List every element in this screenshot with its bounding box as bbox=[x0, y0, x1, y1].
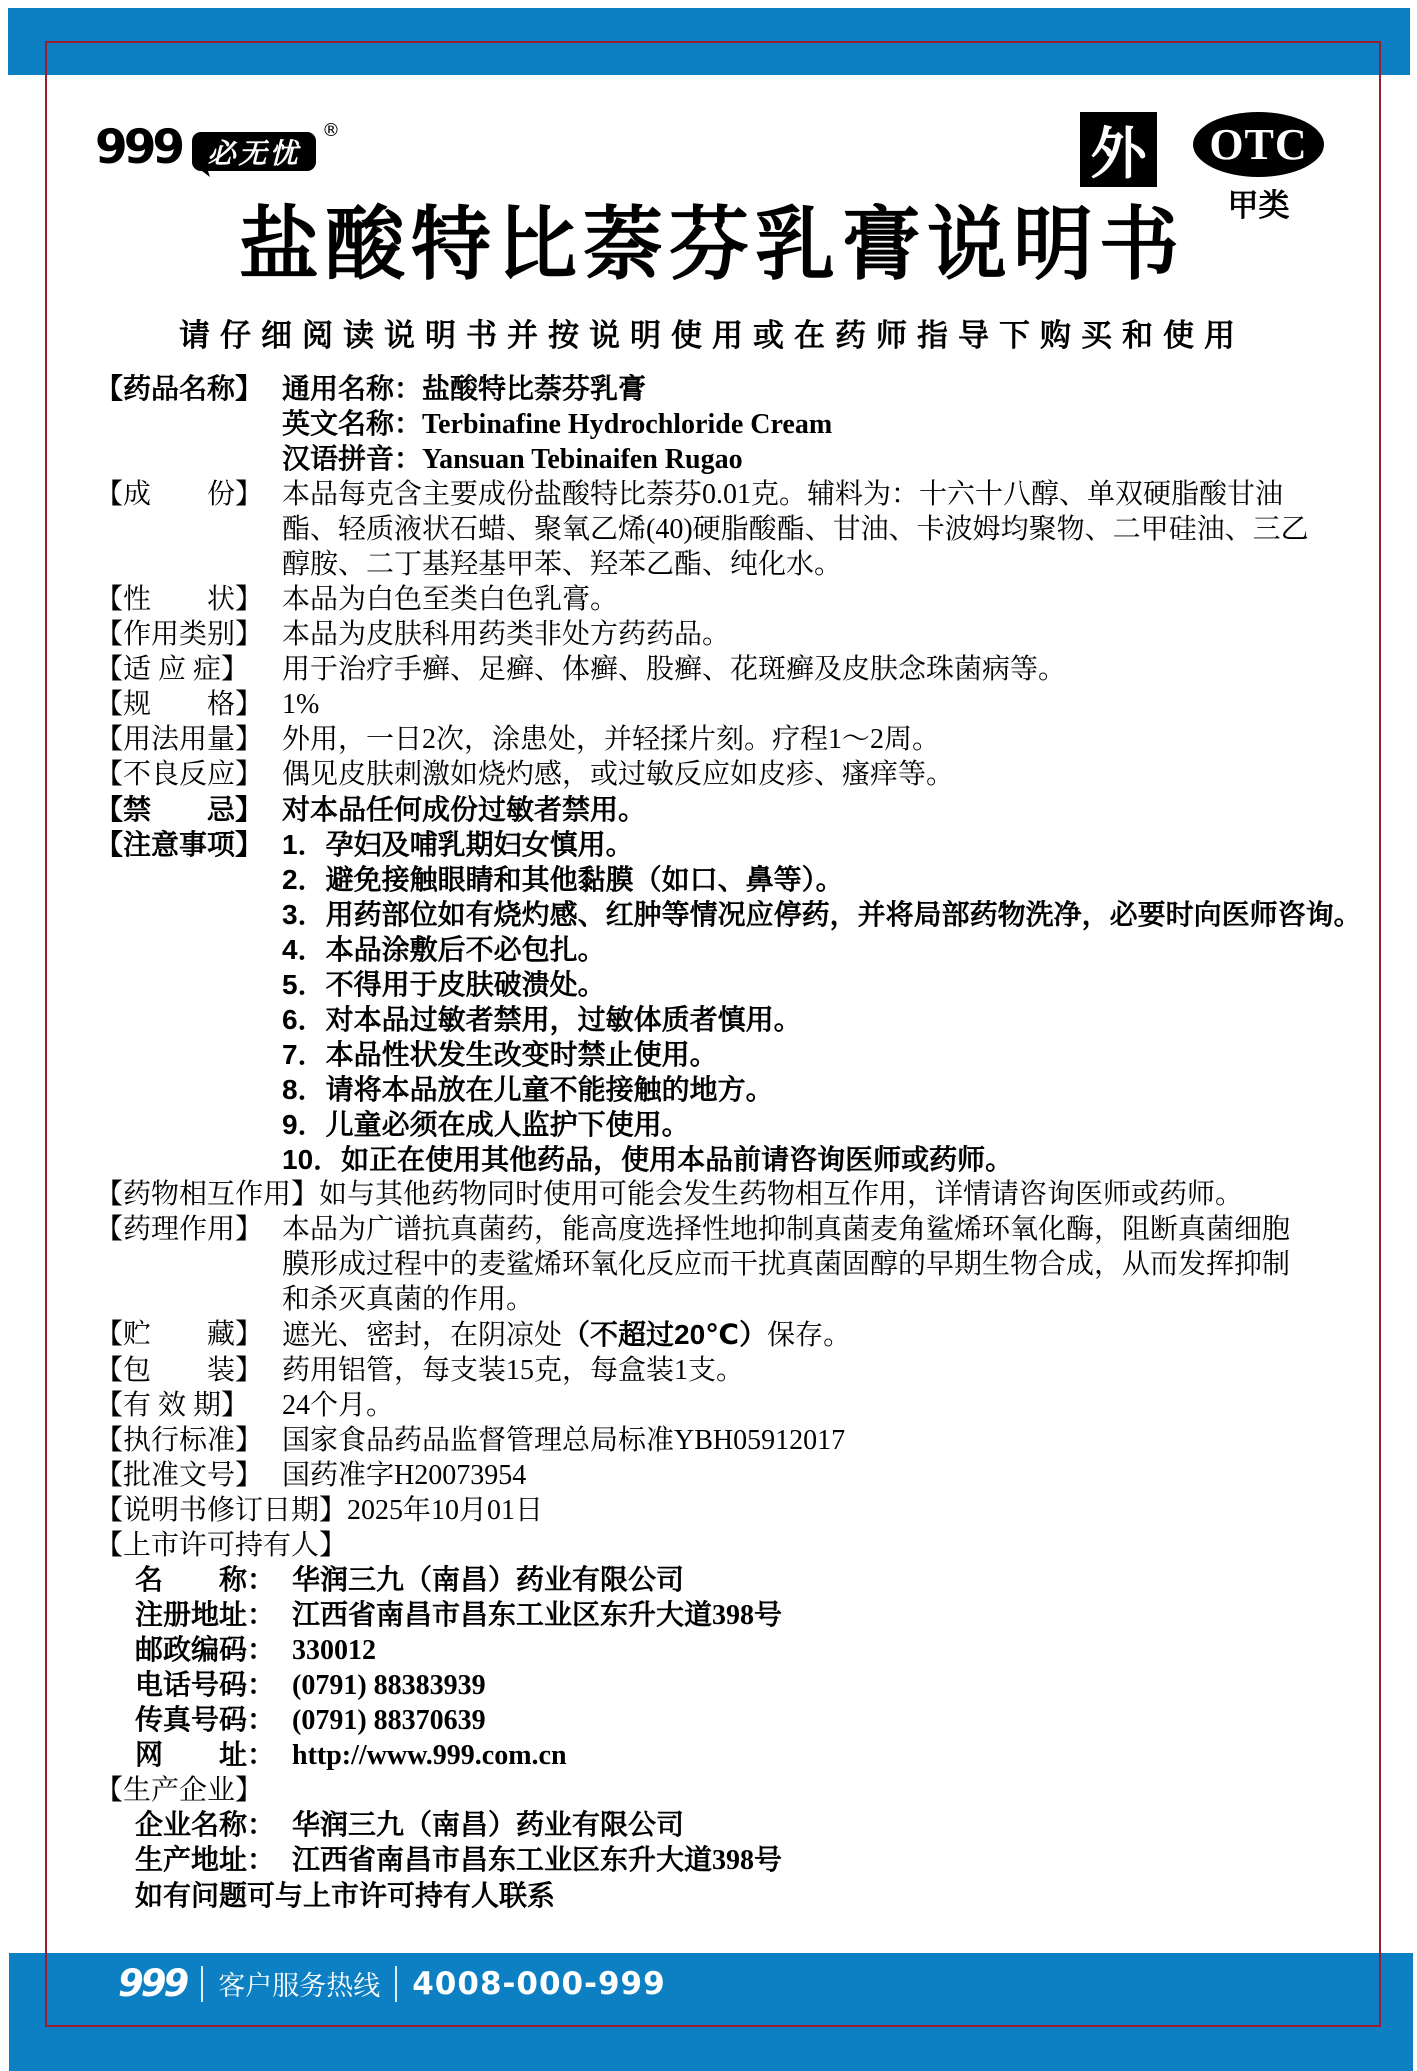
otc-mark: OTC bbox=[1193, 112, 1324, 177]
footer-999-logo: 999 bbox=[118, 1962, 187, 2005]
page-subtitle: 请仔细阅读说明书并按说明使用或在药师指导下购买和使用 bbox=[179, 318, 1245, 353]
section-storage-label: 【贮 藏】 bbox=[95, 1319, 264, 1350]
section-license-holder-subrow-label: 电话号码： bbox=[135, 1670, 276, 1701]
footer-service-phone: 4008-000-999 bbox=[412, 1965, 666, 2002]
section-description-content bbox=[282, 582, 1369, 617]
section-packaging-line: 药用铝管，每支装15克，每盒装1支。 bbox=[282, 1355, 745, 1386]
section-drug-name-line: 英文名称：Terbinafine Hydrochloride Cream bbox=[282, 409, 833, 440]
section-precautions bbox=[95, 827, 1369, 1177]
section-drug-name-content bbox=[282, 372, 1369, 477]
section-pharmacology-label: 【药理作用】 bbox=[95, 1214, 264, 1245]
section-standard-line: 国家食品药品监督管理总局标准YBH05912017 bbox=[282, 1425, 846, 1456]
section-adverse-reactions-line: 偶见皮肤刺激如烧灼感，或过敏反应如皮疹、瘙痒等。 bbox=[282, 759, 955, 790]
section-precautions-line: 7．本品性状发生改变时禁止使用。 bbox=[282, 1039, 718, 1070]
section-manufacturer-subrow bbox=[135, 1843, 1369, 1878]
section-license-holder-subrow-value: (0791) 88383939 bbox=[292, 1670, 486, 1701]
section-storage-part: 遮光、密封，在阴凉处 bbox=[282, 1320, 563, 1351]
section-ingredients-line: 本品每克含主要成份盐酸特比萘芬0.01克。辅料为：十六十八醇、单双硬脂酸甘油 bbox=[282, 479, 1284, 510]
section-indications-line: 用于治疗手癣、足癣、体癣、股癣、花斑癣及皮肤念珠菌病等。 bbox=[282, 654, 1067, 685]
section-license-holder-subrow-value: (0791) 88370639 bbox=[292, 1705, 486, 1736]
section-strength-line: 1% bbox=[282, 689, 320, 720]
section-license-holder-subrow bbox=[135, 1633, 1369, 1668]
section-precautions-line: 1．孕妇及哺乳期妇女慎用。 bbox=[282, 829, 634, 860]
section-precautions-line: 4．本品涂敷后不必包扎。 bbox=[282, 934, 606, 965]
section-license-holder-subrow-label: 注册地址： bbox=[135, 1600, 276, 1631]
section-drug-interactions bbox=[95, 1177, 1369, 1212]
section-precautions-line: 2．避免接触眼睛和其他黏膜（如口、鼻等）。 bbox=[282, 864, 844, 895]
section-indications bbox=[95, 652, 1369, 687]
section-adverse-reactions bbox=[95, 757, 1369, 792]
page-title: 盐酸特比萘芬乳膏说明书 bbox=[239, 202, 1185, 290]
section-manufacturer-label: 【生产企业】 bbox=[95, 1775, 264, 1806]
section-action-category bbox=[95, 617, 1369, 652]
section-adverse-reactions-label: 【不良反应】 bbox=[95, 759, 264, 790]
section-pharmacology-content bbox=[282, 1212, 1369, 1317]
section-license-holder bbox=[95, 1528, 1369, 1563]
section-license-holder-subrow-value: http://www.999.com.cn bbox=[292, 1740, 567, 1771]
section-approval-number bbox=[95, 1458, 1369, 1493]
section-indications-label: 【适 应 症】 bbox=[95, 654, 250, 685]
section-dosage-line: 外用，一日2次，涂患处，并轻揉片刻。疗程1～2周。 bbox=[282, 724, 941, 755]
section-license-holder-subrow bbox=[135, 1738, 1369, 1773]
section-license-holder-subrow-label: 网 址： bbox=[135, 1740, 276, 1771]
section-standard-content bbox=[282, 1423, 1369, 1458]
section-packaging-content bbox=[282, 1353, 1369, 1388]
section-manufacturer-subrow-value: 华润三九（南昌）药业有限公司 bbox=[292, 1810, 685, 1841]
section-manufacturer-subrow-label: 企业名称： bbox=[135, 1810, 276, 1841]
section-action-category-line: 本品为皮肤科用药类非处方药药品。 bbox=[282, 619, 731, 650]
section-drug-interactions-label: 【药物相互作用】 bbox=[95, 1179, 320, 1210]
section-drug-name-label: 【药品名称】 bbox=[95, 374, 264, 405]
section-license-holder-subrow-value: 330012 bbox=[292, 1635, 376, 1666]
section-precautions-content bbox=[282, 827, 1369, 1177]
section-storage-line bbox=[282, 1317, 1369, 1353]
section-precautions-line: 8．请将本品放在儿童不能接触的地方。 bbox=[282, 1074, 774, 1105]
section-approval-number-label: 【批准文号】 bbox=[95, 1460, 264, 1491]
leaflet-body bbox=[95, 372, 1369, 1913]
registered-trademark-icon: ® bbox=[322, 120, 340, 141]
footer-divider bbox=[201, 1966, 203, 2002]
section-license-holder-subrow-label: 邮政编码： bbox=[135, 1635, 276, 1666]
otc-class-a-label: 甲类 bbox=[1227, 188, 1290, 223]
section-strength bbox=[95, 687, 1369, 722]
section-shelf-life-content bbox=[282, 1388, 1369, 1423]
footer-service-label: 客户服务热线 bbox=[218, 1971, 381, 2001]
section-ingredients-line: 醇胺、二丁基羟基甲苯、羟苯乙酯、纯化水。 bbox=[282, 549, 843, 580]
section-description-label: 【性 状】 bbox=[95, 584, 264, 615]
section-revision-date-line: 2025年10月01日 bbox=[347, 1495, 544, 1526]
section-storage bbox=[95, 1317, 1369, 1353]
section-precautions-line: 6．对本品过敏者禁用，过敏体质者慎用。 bbox=[282, 1004, 802, 1035]
section-standard bbox=[95, 1423, 1369, 1458]
section-dosage-label: 【用法用量】 bbox=[95, 724, 264, 755]
section-pharmacology-line: 和杀灭真菌的作用。 bbox=[282, 1284, 535, 1315]
section-ingredients-label: 【成 份】 bbox=[95, 479, 264, 510]
section-license-holder-subrow bbox=[135, 1563, 1369, 1598]
section-action-category-content bbox=[282, 617, 1369, 652]
section-standard-label: 【执行标准】 bbox=[95, 1425, 264, 1456]
section-ingredients-line: 酯、轻质液状石蜡、聚氧乙烯(40)硬脂酸酯、甘油、卡波姆均聚物、二甲硅油、三乙 bbox=[282, 514, 1309, 545]
section-action-category-label: 【作用类别】 bbox=[95, 619, 264, 650]
section-manufacturer-subrow bbox=[135, 1808, 1369, 1843]
section-packaging bbox=[95, 1353, 1369, 1388]
section-adverse-reactions-content bbox=[282, 757, 1369, 792]
brand-999-logo: 999 bbox=[95, 120, 182, 175]
section-precautions-line: 3．用药部位如有烧灼感、红肿等情况应停药，并将局部药物洗净，必要时向医师咨询。 bbox=[282, 899, 1362, 930]
section-indications-content bbox=[282, 652, 1369, 687]
section-contraindications-content bbox=[282, 792, 1369, 827]
section-packaging-label: 【包 装】 bbox=[95, 1355, 264, 1386]
section-drug-name-line: 通用名称：盐酸特比萘芬乳膏 bbox=[282, 374, 647, 405]
footer-service-bar bbox=[118, 1964, 666, 2003]
section-license-holder-subrow-label: 名 称： bbox=[135, 1565, 276, 1596]
section-license-holder-subrow bbox=[135, 1703, 1369, 1738]
section-storage-part: （不超过20℃） bbox=[562, 1319, 768, 1350]
section-drug-interactions-line: 如与其他药物同时使用可能会发生药物相互作用，详情请咨询医师或药师。 bbox=[319, 1179, 1244, 1210]
section-precautions-line: 5．不得用于皮肤破溃处。 bbox=[282, 969, 606, 1000]
section-drug-name bbox=[95, 372, 1369, 477]
section-license-holder-label: 【上市许可持有人】 bbox=[95, 1530, 348, 1561]
section-description-line: 本品为白色至类白色乳膏。 bbox=[282, 584, 619, 615]
section-pharmacology-line: 本品为广谱抗真菌药，能高度选择性地抑制真菌麦角鲨烯环氧化酶，阻断真菌细胞 bbox=[282, 1214, 1291, 1245]
section-contraindications-line: 对本品任何成份过敏者禁用。 bbox=[282, 794, 647, 825]
external-use-mark: 外 bbox=[1080, 112, 1157, 187]
section-manufacturer-subrow-value: 江西省南昌市昌东工业区东升大道398号 bbox=[292, 1845, 783, 1876]
section-license-holder-subrow-value: 江西省南昌市昌东工业区东升大道398号 bbox=[292, 1600, 783, 1631]
section-drug-name-line: 汉语拼音：Yansuan Tebinaifen Rugao bbox=[282, 444, 743, 475]
footer-divider bbox=[395, 1966, 397, 2002]
section-ingredients-content bbox=[282, 477, 1369, 582]
section-strength-label: 【规 格】 bbox=[95, 689, 264, 720]
section-shelf-life bbox=[95, 1388, 1369, 1423]
section-approval-number-content bbox=[282, 1458, 1369, 1493]
section-revision-date-content bbox=[347, 1493, 1369, 1528]
section-description bbox=[95, 582, 1369, 617]
section-ingredients bbox=[95, 477, 1369, 582]
section-shelf-life-line: 24个月。 bbox=[282, 1390, 395, 1421]
section-precautions-line: 9．儿童必须在成人监护下使用。 bbox=[282, 1109, 690, 1140]
section-revision-date bbox=[95, 1493, 1369, 1528]
section-shelf-life-label: 【有 效 期】 bbox=[95, 1390, 250, 1421]
section-manufacturer bbox=[95, 1773, 1369, 1808]
section-drug-interactions-content bbox=[319, 1177, 1369, 1212]
section-precautions-label: 【注意事项】 bbox=[95, 829, 264, 860]
top-blue-band bbox=[8, 8, 1410, 75]
section-pharmacology bbox=[95, 1212, 1369, 1317]
section-approval-number-line: 国药准字H20073954 bbox=[282, 1460, 527, 1491]
section-dosage-content bbox=[282, 722, 1369, 757]
section-contraindications bbox=[95, 792, 1369, 827]
section-manufacturer-subrow-label: 生产地址： bbox=[135, 1845, 276, 1876]
section-license-holder-subrow-label: 传真号码： bbox=[135, 1705, 276, 1736]
section-pharmacology-line: 膜形成过程中的麦鲨烯环氧化反应而干扰真菌固醇的早期生物合成，从而发挥抑制 bbox=[282, 1249, 1291, 1280]
section-strength-content bbox=[282, 687, 1369, 722]
section-revision-date-label: 【说明书修订日期】 bbox=[95, 1495, 348, 1526]
section-precautions-line: 10．如正在使用其他药品，使用本品前请咨询医师或药师。 bbox=[282, 1144, 1014, 1175]
biwuyou-badge: 必无忧 bbox=[192, 132, 316, 171]
section-dosage bbox=[95, 722, 1369, 757]
section-license-holder-subrow-value: 华润三九（南昌）药业有限公司 bbox=[292, 1565, 685, 1596]
section-manufacturer-note: 如有问题可与上市许可持有人联系 bbox=[135, 1880, 556, 1911]
section-storage-content bbox=[282, 1317, 1369, 1353]
section-license-holder-subrow bbox=[135, 1598, 1369, 1633]
section-storage-part: 保存。 bbox=[767, 1320, 852, 1351]
section-license-holder-subrow bbox=[135, 1668, 1369, 1703]
section-contraindications-label: 【禁 忌】 bbox=[95, 794, 264, 825]
